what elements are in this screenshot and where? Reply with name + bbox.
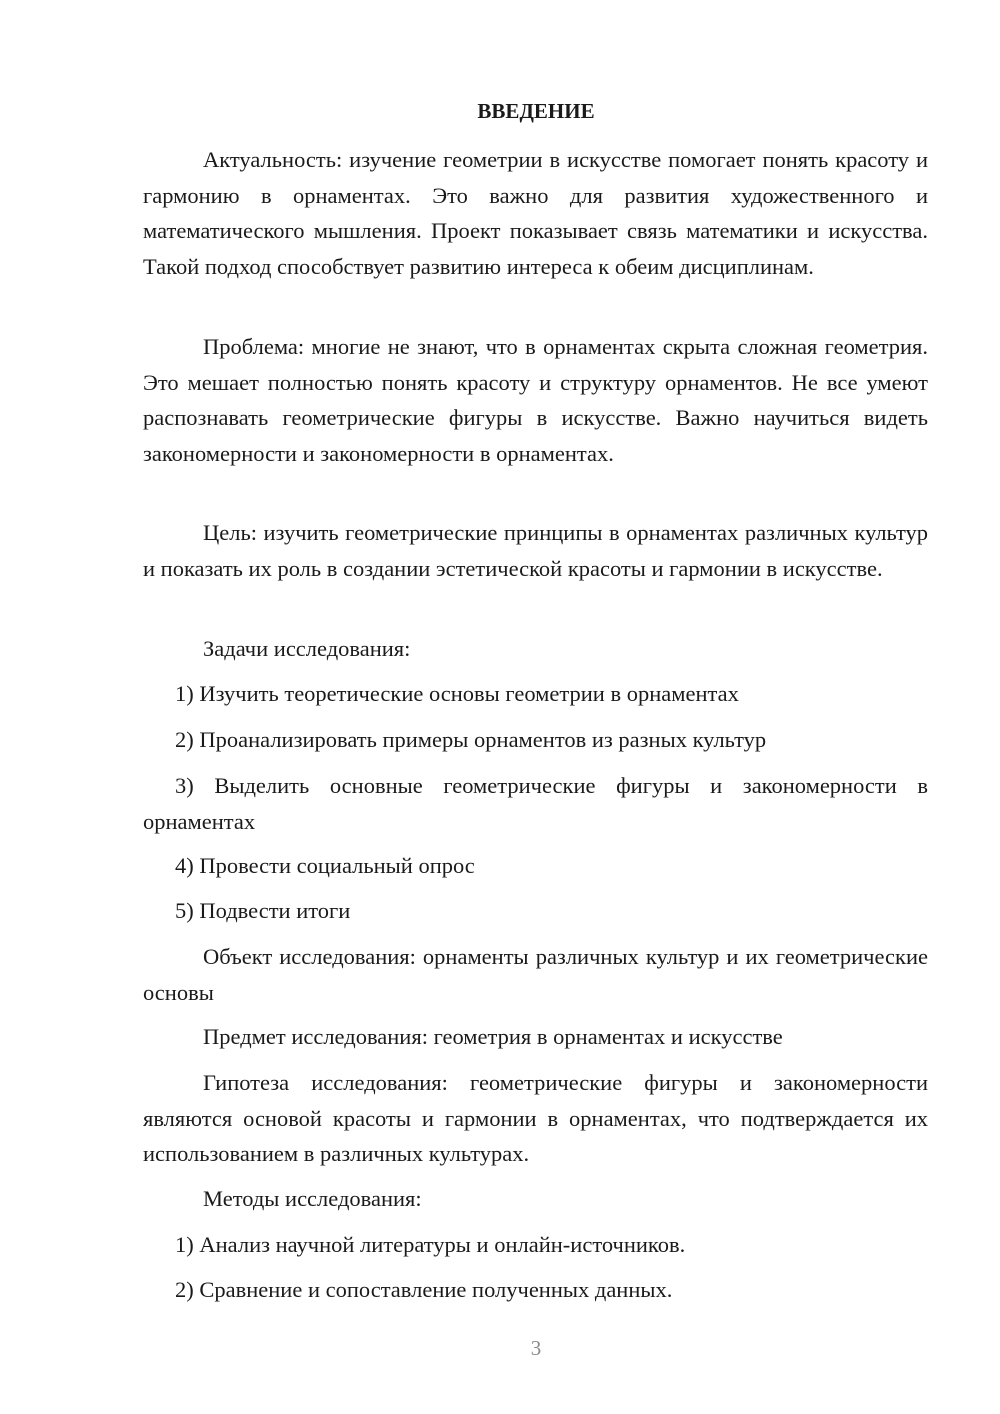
page-number: 3 — [530, 1336, 542, 1360]
paragraph-problem: Проблема: многие не знают, что в орнаментах скрыта сложная геометрия. Это мешает полностью понять красоту и структуру орнаментов. Не все умеют распознавать геометрические фигуры в искусстве. Важно научиться видеть закономерности и закономерности в орнаментах. — [143, 334, 928, 466]
paragraph-hypothesis: Гипотеза исследования: геометрические фигуры и закономерности являются основой красоты и гармонии в орнаментах, что подтверждается их использованием в различных культурах. — [143, 1070, 928, 1166]
paragraph-goal: Цель: изучить геометрические принципы в орнаментах различных культур и показать их роль в создании эстетической красоты и гармонии в искусстве. — [143, 520, 928, 581]
task-item-2: 2) Проанализировать примеры орнаментов из разных культур — [175, 727, 767, 752]
paragraph-relevance: Актуальность: изучение геометрии в искусстве помогает понять красоту и гармонию в орнаментах. Это важно для развития художественного и математического мышления. Проект показывает связь математики и искусства. Такой подход способствует развитию интереса к обеим дисциплинам. — [143, 147, 928, 279]
paragraph-object: Объект исследования: орнаменты различных культур и их геометрические основы — [143, 944, 928, 1005]
method-item-1: 1) Анализ научной литературы и онлайн-источников. — [175, 1232, 686, 1257]
task-item-3: 3) Выделить основные геометрические фигуры и закономерности в орнаментах — [143, 773, 928, 834]
page-title: ВВЕДЕНИЕ — [477, 99, 595, 123]
method-item-2: 2) Сравнение и сопоставление полученных данных. — [175, 1277, 673, 1302]
methods-heading: Методы исследования: — [203, 1186, 422, 1211]
task-item-5: 5) Подвести итоги — [175, 898, 351, 923]
task-item-1: 1) Изучить теоретические основы геометрии в орнаментах — [175, 681, 739, 706]
tasks-heading: Задачи исследования: — [203, 636, 411, 661]
task-item-4: 4) Провести социальный опрос — [175, 853, 475, 878]
paragraph-subject: Предмет исследования: геометрия в орнаментах и искусстве — [203, 1024, 783, 1049]
